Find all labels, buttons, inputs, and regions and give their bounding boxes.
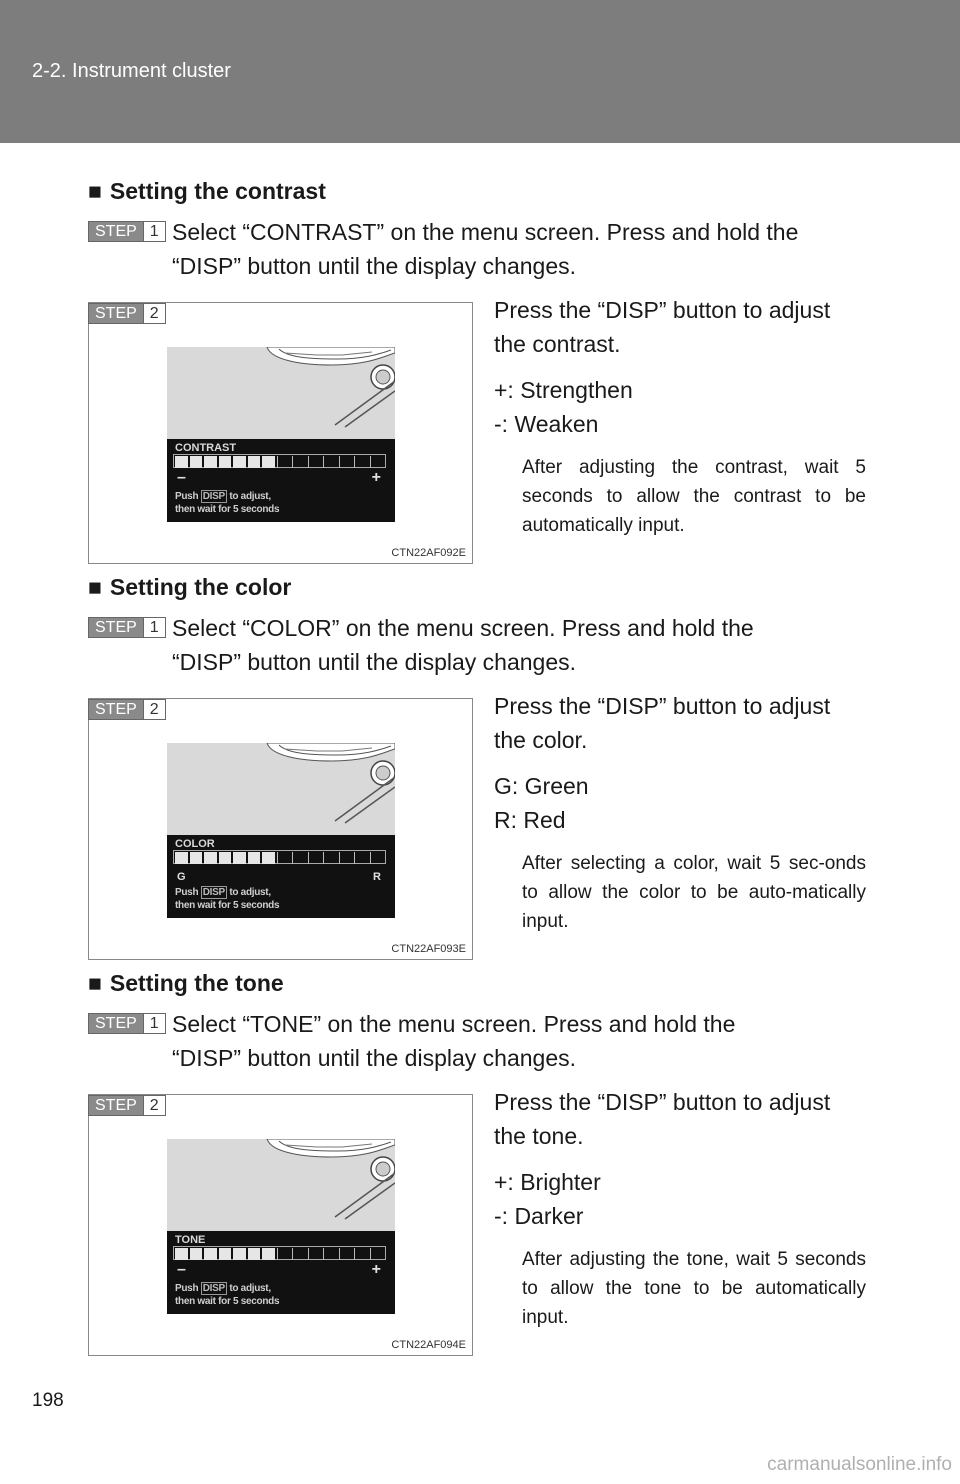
- meter-segment: [370, 852, 384, 864]
- step-1-badge: [88, 1013, 166, 1034]
- figure-code: CTN22AF093E: [391, 943, 466, 955]
- note-text: After adjusting the tone, wait 5 seconds to allow the tone to be automatically input.: [522, 1249, 866, 1328]
- section-heading-text: Setting the tone: [109, 970, 284, 996]
- step-1-badge: [88, 221, 166, 242]
- page-number: 198: [32, 1390, 64, 1411]
- step-label: STEP: [89, 1096, 143, 1115]
- meter-left-end: –: [177, 469, 186, 486]
- step-1-text-continued: “DISP” button until the display changes.: [172, 1045, 577, 1071]
- meter-segment: [248, 852, 261, 864]
- step-2-text: Press the “DISP” button to adjust: [494, 297, 831, 323]
- figure-code: CTN22AF094E: [391, 1339, 466, 1351]
- multi-display-screen: [167, 1139, 395, 1314]
- step-1-text-continued: “DISP” button until the display changes.: [172, 649, 577, 675]
- meter-left-end: –: [177, 1261, 186, 1278]
- display-figure: [88, 302, 473, 564]
- meter-segment: [219, 852, 232, 864]
- meter-segment: [190, 852, 203, 864]
- display-figure: [88, 698, 473, 960]
- meter-segment: [233, 852, 246, 864]
- step-1-text: Select “COLOR” on the menu screen. Press and hold the: [172, 615, 754, 641]
- step-2-text: Press the “DISP” button to adjust: [494, 693, 831, 719]
- screen-setting-label: CONTRAST: [175, 442, 237, 454]
- heading-mark: ■: [88, 178, 102, 204]
- meter-segment: [323, 1248, 337, 1260]
- meter-segment: [262, 456, 275, 468]
- adjustment-meter: [175, 456, 385, 468]
- instr-push: Push: [175, 1283, 199, 1294]
- meter-segment: [204, 852, 217, 864]
- meter-right-end: +: [371, 1261, 381, 1278]
- step-number: 2: [143, 700, 165, 719]
- meter-segment: [308, 456, 322, 468]
- watermark: carmanualsonline.info: [767, 1454, 952, 1475]
- step-1-text: Select “CONTRAST” on the menu screen. Press and hold the: [172, 219, 799, 245]
- step-label: STEP: [89, 1014, 143, 1033]
- meter-segment: [219, 1248, 232, 1260]
- step-number: 1: [143, 618, 165, 637]
- step-1-text-continued: “DISP” button until the display changes.: [172, 253, 577, 279]
- legend-minus: -: Weaken: [494, 411, 599, 437]
- step-number: 1: [143, 1014, 165, 1033]
- meter-segment: [308, 852, 322, 864]
- section-heading-text: Setting the color: [109, 574, 292, 600]
- step-label: STEP: [89, 618, 143, 637]
- meter-segment: [339, 1248, 353, 1260]
- step-2-text: Press the “DISP” button to adjust: [494, 1089, 831, 1115]
- step-1-badge: [88, 617, 166, 638]
- step-2-text-continued: the contrast.: [494, 331, 621, 357]
- note-text: After selecting a color, wait 5 sec-onds to allow the color to be auto-matically input.: [522, 853, 866, 932]
- meter-right-end: R: [373, 871, 381, 883]
- section-heading: [88, 178, 326, 205]
- step-label: STEP: [89, 304, 143, 323]
- step-2-badge: [88, 303, 166, 324]
- meter-left-end: G: [177, 871, 186, 883]
- screen-setting-label: TONE: [175, 1234, 206, 1246]
- section-heading-text: Setting the contrast: [109, 178, 326, 204]
- meter-segment: [277, 456, 291, 468]
- legend-plus: +: Strengthen: [494, 377, 633, 403]
- legend-minus: -: Darker: [494, 1203, 584, 1229]
- meter-segment: [354, 852, 368, 864]
- step-2-text-continued: the tone.: [494, 1123, 584, 1149]
- meter-segment: [204, 1248, 217, 1260]
- figure-code: CTN22AF092E: [391, 547, 466, 559]
- meter-segment: [233, 1248, 246, 1260]
- meter-segment: [339, 852, 353, 864]
- meter-segment: [204, 456, 217, 468]
- step-2-description: [494, 689, 866, 936]
- meter-segment: [308, 1248, 322, 1260]
- meter-segment: [248, 1248, 261, 1260]
- screen-instructions: [175, 886, 279, 912]
- step-2-text-continued: the color.: [494, 727, 588, 753]
- step-number: 2: [143, 304, 165, 323]
- meter-segment: [190, 1248, 203, 1260]
- instr-rest: to adjust,: [229, 887, 271, 898]
- legend-plus: +: Brighter: [494, 1169, 601, 1195]
- meter-segment: [262, 852, 275, 864]
- meter-segment: [175, 1248, 188, 1260]
- meter-segment: [292, 852, 306, 864]
- meter-segment: [370, 456, 384, 468]
- meter-segment: [277, 1248, 291, 1260]
- adjustment-meter: [175, 1248, 385, 1260]
- instr-push: Push: [175, 491, 199, 502]
- step-2-description: [494, 293, 866, 540]
- disp-button-label: DISP: [202, 491, 225, 502]
- meter-segment: [339, 456, 353, 468]
- instr-rest: to adjust,: [229, 1283, 271, 1294]
- step-2-description: [494, 1085, 866, 1332]
- meter-segment: [323, 456, 337, 468]
- disp-button-label: DISP: [202, 1283, 225, 1294]
- meter-segment: [292, 456, 306, 468]
- heading-mark: ■: [88, 970, 102, 996]
- adjustment-meter: [175, 852, 385, 864]
- step-number: 2: [143, 1096, 165, 1115]
- step-label: STEP: [89, 700, 143, 719]
- meter-segment: [292, 1248, 306, 1260]
- meter-right-end: +: [371, 469, 381, 486]
- meter-segment: [248, 456, 261, 468]
- meter-segment: [233, 456, 246, 468]
- meter-segment: [323, 852, 337, 864]
- legend-minus: R: Red: [494, 807, 566, 833]
- step-label: STEP: [89, 222, 143, 241]
- meter-segment: [219, 456, 232, 468]
- display-figure: [88, 1094, 473, 1356]
- meter-segment: [262, 1248, 275, 1260]
- note-text: After adjusting the contrast, wait 5 seconds to allow the contrast to be automatically input.: [522, 457, 866, 536]
- instr-line2: then wait for 5 seconds: [175, 900, 280, 911]
- section-heading: [88, 970, 284, 997]
- step-number: 1: [143, 222, 165, 241]
- meter-segment: [277, 852, 291, 864]
- section-heading: [88, 574, 291, 601]
- meter-segment: [175, 852, 188, 864]
- screen-instructions: [175, 490, 279, 516]
- meter-segment: [370, 1248, 384, 1260]
- disp-button-label: DISP: [202, 887, 225, 898]
- step-1-text: Select “TONE” on the menu screen. Press and hold the: [172, 1011, 736, 1037]
- instr-push: Push: [175, 887, 199, 898]
- meter-segment: [190, 456, 203, 468]
- legend-plus: G: Green: [494, 773, 589, 799]
- multi-display-screen: [167, 347, 395, 522]
- step-2-badge: [88, 699, 166, 720]
- heading-mark: ■: [88, 574, 102, 600]
- screen-instructions: [175, 1282, 279, 1308]
- screen-setting-label: COLOR: [175, 838, 215, 850]
- instr-rest: to adjust,: [229, 491, 271, 502]
- step-2-badge: [88, 1095, 166, 1116]
- meter-segment: [354, 456, 368, 468]
- multi-display-screen: [167, 743, 395, 918]
- meter-segment: [354, 1248, 368, 1260]
- instr-line2: then wait for 5 seconds: [175, 1296, 280, 1307]
- header-title: 2-2. Instrument cluster: [32, 60, 231, 82]
- instr-line2: then wait for 5 seconds: [175, 504, 280, 515]
- page-header: [0, 0, 960, 143]
- meter-segment: [175, 456, 188, 468]
